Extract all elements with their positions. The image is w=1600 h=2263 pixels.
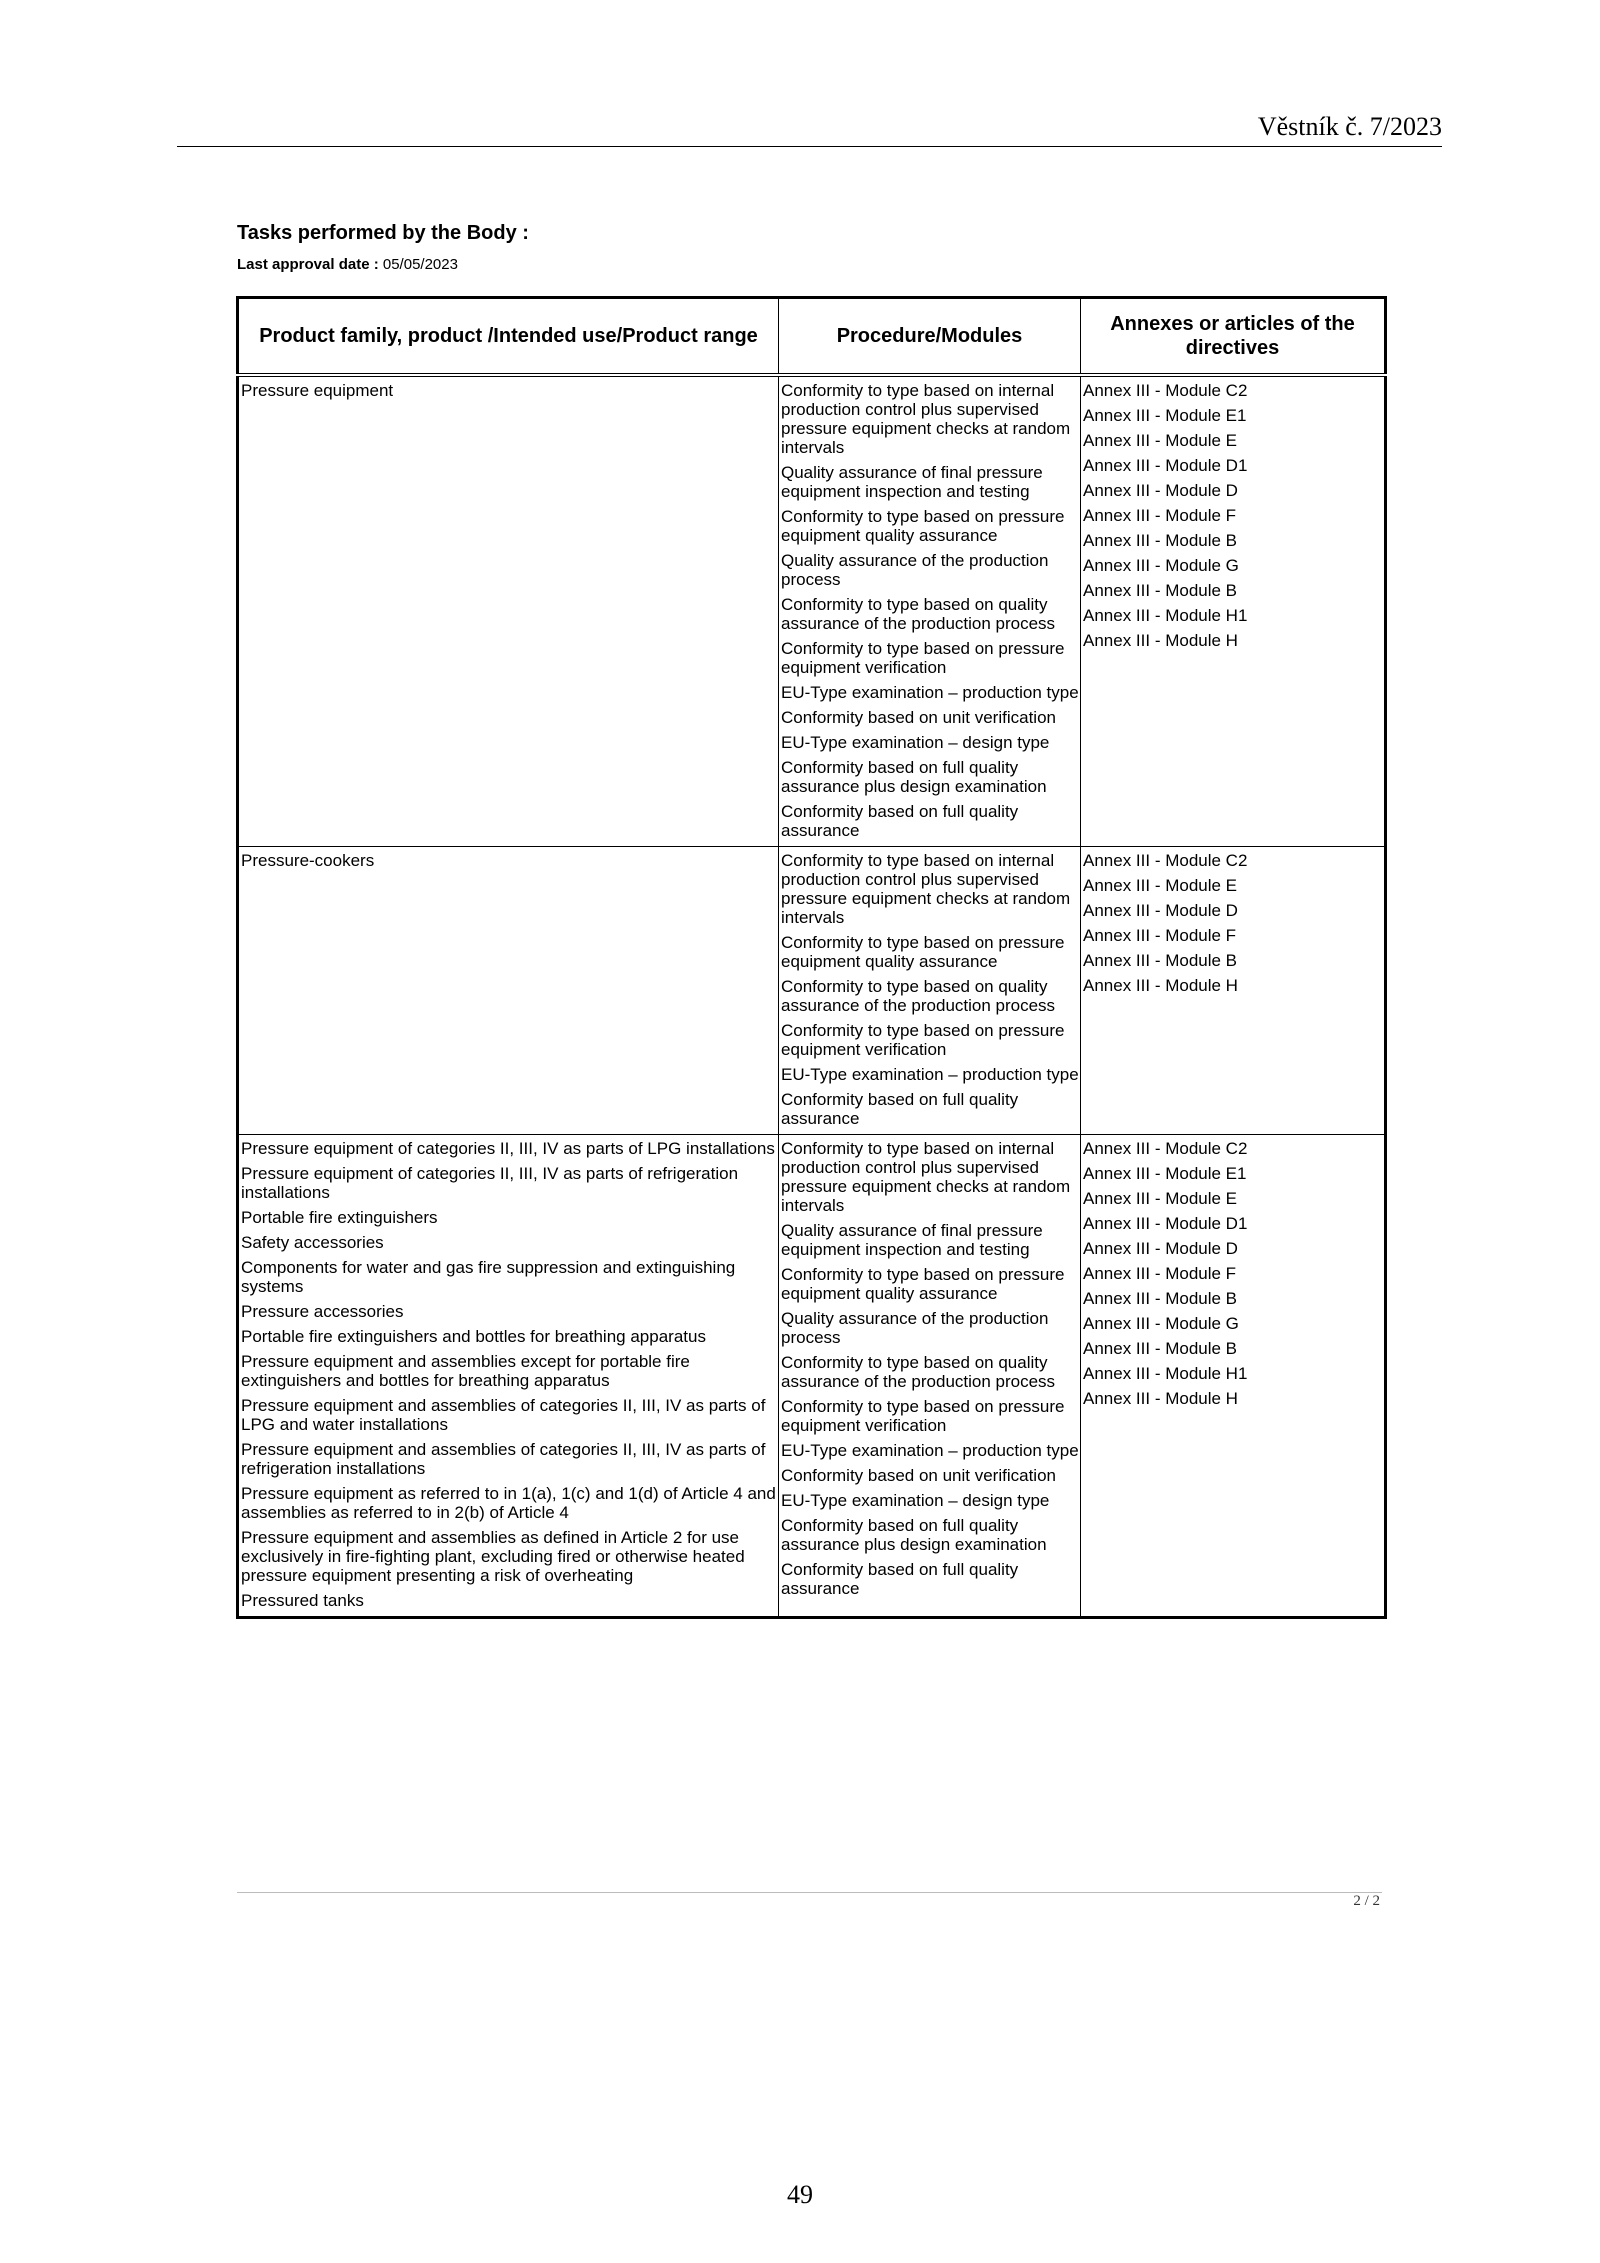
product-item: Pressure equipment and assemblies of categories II, III, IV as parts of LPG and water installations (241, 1396, 766, 1434)
annex-item: Annex III - Module D (1083, 901, 1238, 920)
product-item: Portable fire extinguishers and bottles for breathing apparatus (241, 1327, 706, 1346)
product-cell (238, 1135, 779, 1618)
product-item: Pressure equipment and assemblies as defined in Article 2 for use exclusively in fire-fighting plant, excluding fired or otherwise heated pressure equipment presenting a risk of overheating (241, 1528, 745, 1585)
product-item: Pressure equipment and assemblies of categories II, III, IV as parts of refrigeration installations (241, 1440, 766, 1478)
procedure-item: EU-Type examination – design type (781, 733, 1050, 752)
table-row (238, 847, 1386, 1135)
procedure-item: Conformity based on full quality assurance (781, 1560, 1019, 1598)
annex-item: Annex III - Module B (1083, 531, 1238, 550)
annex-item: Annex III - Module C2 (1083, 851, 1248, 870)
annex-item: Annex III - Module F (1083, 506, 1237, 525)
annex-item: Annex III - Module D (1083, 1239, 1238, 1258)
table-row (238, 375, 1386, 847)
procedure-item: Quality assurance of the production process (781, 1309, 1049, 1347)
procedure-item: Quality assurance of final pressure equipment inspection and testing (781, 1221, 1043, 1259)
product-item: Pressure equipment of categories II, III, IV as parts of LPG installations (241, 1139, 775, 1158)
product-item: Components for water and gas fire suppression and extinguishing systems (241, 1258, 736, 1296)
procedure-item: EU-Type examination – design type (781, 1491, 1050, 1510)
journal-title: Věstník č. 7/2023 (1257, 112, 1442, 141)
annex-item: Annex III - Module B (1083, 1339, 1238, 1358)
annex-item: Annex III - Module C2 (1083, 1139, 1248, 1158)
tasks-table (236, 296, 1387, 1619)
product-item: Pressure equipment (241, 381, 394, 400)
procedure-item: Conformity based on full quality assurance plus design examination (781, 758, 1047, 796)
annex-cell (1081, 1135, 1386, 1618)
procedure-item: Conformity to type based on pressure equipment quality assurance (781, 507, 1065, 545)
annex-item: Annex III - Module H1 (1083, 1364, 1248, 1383)
product-item: Pressure equipment of categories II, III, IV as parts of refrigeration installations (241, 1164, 739, 1202)
product-item: Pressure accessories (241, 1302, 404, 1321)
product-item: Pressure equipment and assemblies except for portable fire extinguishers and bottles for breathing apparatus (241, 1352, 690, 1390)
approval-date: 05/05/2023 (382, 256, 458, 273)
procedure-item: Conformity based on full quality assurance (781, 802, 1019, 840)
annex-item: Annex III - Module H (1083, 631, 1238, 650)
procedure-item: EU-Type examination – production type (781, 1441, 1079, 1460)
annex-item: Annex III - Module F (1083, 926, 1237, 945)
procedure-cell (779, 847, 1081, 1135)
procedure-item: Conformity based on unit verification (781, 708, 1056, 727)
procedure-item: EU-Type examination – production type (781, 683, 1079, 702)
annex-item: Annex III - Module B (1083, 581, 1238, 600)
table-body (238, 375, 1386, 1618)
product-item: Pressured tanks (241, 1591, 364, 1610)
annex-item: Annex III - Module D1 (1083, 1214, 1248, 1233)
annex-item: Annex III - Module E (1083, 431, 1238, 450)
annex-item: Annex III - Module D (1083, 481, 1238, 500)
annex-item: Annex III - Module E (1083, 876, 1238, 895)
approval-line (237, 256, 458, 274)
procedure-item: Conformity to type based on pressure equipment quality assurance (781, 933, 1065, 971)
product-item: Safety accessories (241, 1233, 384, 1252)
annex-item: Annex III - Module H (1083, 1389, 1238, 1408)
page-count: 2 / 2 (1353, 1893, 1380, 1909)
procedure-cell (779, 375, 1081, 847)
procedure-item: Quality assurance of final pressure equipment inspection and testing (781, 463, 1043, 501)
header-product: Product family, product /Intended use/Product range (238, 298, 779, 376)
procedure-item: Conformity based on full quality assurance (781, 1090, 1019, 1128)
annex-item: Annex III - Module H (1083, 976, 1238, 995)
product-item: Pressure equipment as referred to in 1(a), 1(c) and 1(d) of Article 4 and assemblies as referred to in 2(b) of Article 4 (241, 1484, 776, 1522)
annex-item: Annex III - Module F (1083, 1264, 1237, 1283)
procedure-item: Conformity to type based on pressure equipment verification (781, 639, 1065, 677)
procedure-item: Conformity to type based on pressure equipment verification (781, 1397, 1065, 1435)
annex-item: Annex III - Module C2 (1083, 381, 1248, 400)
product-cell (238, 375, 779, 847)
annex-item: Annex III - Module E (1083, 1189, 1238, 1208)
footer-rule (237, 1892, 1382, 1893)
procedure-cell (779, 1135, 1081, 1618)
procedure-item: Quality assurance of the production process (781, 551, 1049, 589)
procedure-item: Conformity based on full quality assurance plus design examination (781, 1516, 1047, 1554)
product-item: Pressure-cookers (241, 851, 375, 870)
annex-cell (1081, 375, 1386, 847)
approval-label: Last approval date : (237, 256, 379, 273)
procedure-item: Conformity to type based on internal production control plus supervised pressure equipment checks at random intervals (781, 1139, 1071, 1215)
procedure-item: Conformity to type based on internal production control plus supervised pressure equipment checks at random intervals (781, 851, 1071, 927)
procedure-item: Conformity to type based on quality assurance of the production process (781, 977, 1056, 1015)
procedure-item: Conformity to type based on internal production control plus supervised pressure equipment checks at random intervals (781, 381, 1071, 457)
section-title: Tasks performed by the Body : (237, 222, 529, 244)
annex-item: Annex III - Module G (1083, 556, 1239, 575)
annex-item: Annex III - Module E1 (1083, 1164, 1247, 1183)
annex-cell (1081, 847, 1386, 1135)
procedure-item: Conformity to type based on pressure equipment verification (781, 1021, 1065, 1059)
annex-item: Annex III - Module B (1083, 951, 1238, 970)
product-item: Portable fire extinguishers (241, 1208, 438, 1227)
annex-item: Annex III - Module H1 (1083, 606, 1248, 625)
header-rule (177, 146, 1442, 147)
annex-item: Annex III - Module D1 (1083, 456, 1248, 475)
procedure-item: Conformity based on unit verification (781, 1466, 1056, 1485)
annex-item: Annex III - Module E1 (1083, 406, 1247, 425)
procedure-item: Conformity to type based on quality assurance of the production process (781, 595, 1056, 633)
header-annexes: Annexes or articles of the directives (1081, 298, 1386, 376)
table-header-row (238, 298, 1386, 376)
procedure-item: Conformity to type based on quality assurance of the production process (781, 1353, 1056, 1391)
procedure-item: Conformity to type based on pressure equipment quality assurance (781, 1265, 1065, 1303)
page-number: 49 (787, 2180, 813, 2209)
annex-item: Annex III - Module G (1083, 1314, 1239, 1333)
annex-item: Annex III - Module B (1083, 1289, 1238, 1308)
procedure-item: EU-Type examination – production type (781, 1065, 1079, 1084)
header-procedure: Procedure/Modules (779, 298, 1081, 376)
product-cell (238, 847, 779, 1135)
table-row (238, 1135, 1386, 1618)
